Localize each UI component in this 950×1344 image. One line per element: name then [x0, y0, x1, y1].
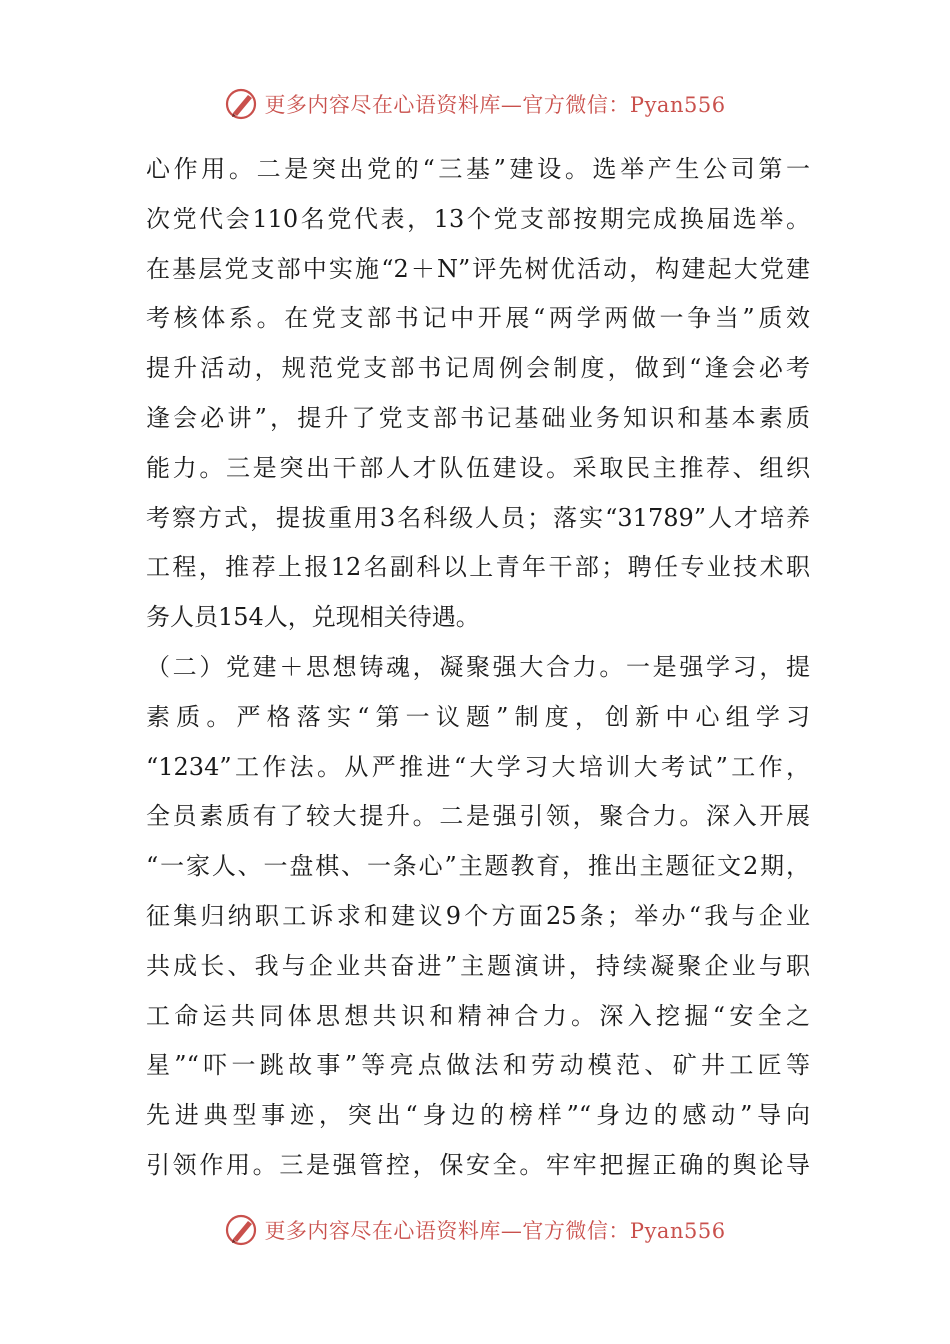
body-line: 工程，推荐上报12名副科以上青年干部；聘任专业技术职 [146, 553, 810, 582]
pen-logo-icon [224, 1212, 260, 1248]
body-line: 能力。三是突出干部人才队伍建设。采取民主推荐、组织 [146, 453, 810, 482]
body-line: 提升活动，规范党支部书记周例会制度，做到“逢会必考 [146, 354, 810, 383]
footer-banner [0, 1210, 950, 1250]
footer-banner-text: 更多内容尽在心语资料库—官方微信：Pyan556 [264, 1219, 726, 1243]
body-line: 征集归纳职工诉求和建议9个方面25条；举办“我与企业 [146, 901, 810, 930]
body-line: “1234”工作法。从严推进“大学习大培训大考试”工作， [146, 752, 810, 781]
body-line: 共成长、我与企业共奋进”主题演讲，持续凝聚企业与职 [146, 951, 810, 980]
body-line: 考察方式，提拔重用3名科级人员；落实“31789”人才培养 [146, 503, 810, 532]
body-line: （二）党建＋思想铸魂，凝聚强大合力。一是强学习，提 [146, 652, 810, 681]
body-line: 考核体系。在党支部书记中开展“两学两做一争当”质效 [146, 304, 810, 333]
document-body [146, 145, 810, 1191]
body-line: “一家人、一盘棋、一条心”主题教育，推出主题征文2期， [146, 852, 810, 881]
body-line: 引领作用。三是强管控，保安全。牢牢把握正确的舆论导 [146, 1150, 810, 1179]
body-line: 素质。严格落实“第一议题”制度，创新中心组学习 [146, 702, 810, 731]
header-banner [0, 84, 950, 124]
body-line: 心作用。二是突出党的“三基”建设。选举产生公司第一 [146, 155, 810, 183]
body-line: 全员素质有了较大提升。二是强引领，聚合力。深入开展 [146, 802, 810, 831]
body-line: 工命运共同体思想共识和精神合力。深入挖掘“安全之 [146, 1001, 810, 1030]
header-banner-text: 更多内容尽在心语资料库—官方微信：Pyan556 [264, 93, 726, 117]
body-line: 逢会必讲”，提升了党支部书记基础业务知识和基本素质 [146, 403, 810, 432]
body-line: 先进典型事迹，突出“身边的榜样”“身边的感动”导向 [146, 1101, 810, 1130]
body-line: 星”“吓一跳故事”等亮点做法和劳动模范、矿井工匠等 [146, 1051, 810, 1080]
body-line: 在基层党支部中实施“2＋N”评先树优活动，构建起大党建 [146, 254, 810, 283]
body-line: 次党代会110名党代表，13个党支部按期完成换届选举。 [146, 204, 810, 233]
pen-logo-icon [224, 86, 260, 122]
body-line: 务人员154人，兑现相关待遇。 [146, 603, 480, 632]
